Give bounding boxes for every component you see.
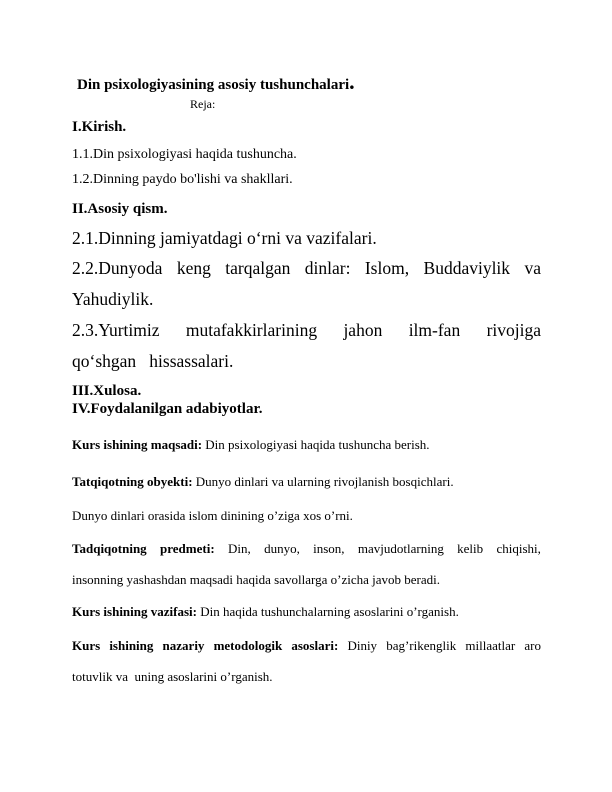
plan-item-1-1: 1.1.Din psixologiyasi haqida tushuncha. <box>72 147 297 162</box>
word: keng <box>176 258 211 278</box>
word: rivojiga <box>486 320 541 340</box>
word: Buddaviylik <box>423 258 511 278</box>
word: bag’rikenglik <box>386 638 457 653</box>
section-introduction: I.Kirish. <box>72 119 127 135</box>
goal-text: Din psixologiyasi haqida tushuncha berish. <box>202 437 430 452</box>
word: kelib <box>457 541 484 556</box>
word: tarqalgan <box>225 258 291 278</box>
word: aro <box>524 638 541 653</box>
section-conclusion: III.Xulosa. <box>72 383 142 399</box>
word: dinlar: <box>304 258 351 278</box>
goal-label: Kurs ishining maqsadi: <box>72 437 203 452</box>
title-period: . <box>349 69 355 94</box>
basis-label-word: asoslari: <box>291 638 339 653</box>
basis-label-word: Kurs <box>72 638 101 653</box>
document-title: Din psixologiyasining asosiy tushunchalari. <box>77 69 355 94</box>
course-goal <box>72 437 430 453</box>
word: chiqishi, <box>496 541 541 556</box>
object-text: Dunyo dinlari va ularning rivojlanish bosqichlari. <box>192 474 454 489</box>
section-main-part: II.Asosiy qism. <box>72 201 168 217</box>
research-subject <box>72 541 541 557</box>
course-basis <box>72 638 541 654</box>
subject-label-word: predmeti: <box>160 541 215 556</box>
word: Islom, <box>364 258 410 278</box>
word: mutafakkirlarining <box>185 320 318 340</box>
basis-label-word: ishining <box>109 638 154 653</box>
basis-label-word: nazariy <box>162 638 205 653</box>
subject-label-word: Tadqiqotning <box>72 541 147 556</box>
section-references: IV.Foydalanilgan adabiyotlar. <box>72 401 263 417</box>
plan-item-2-3-continuation: qo‘shgan hissassalari. <box>72 351 234 371</box>
course-task <box>72 604 459 620</box>
word: mavjudotlarning <box>357 541 444 556</box>
word: millaatlar <box>465 638 516 653</box>
plan-item-2-2 <box>72 258 541 279</box>
plan-item-2-3 <box>72 320 541 341</box>
research-object <box>72 474 454 490</box>
task-label: Kurs ishining vazifasi: <box>72 604 197 619</box>
word: 2.3.Yurtimiz <box>72 320 160 340</box>
word: dunyo, <box>264 541 300 556</box>
word: jahon <box>343 320 383 340</box>
task-text: Din haqida tushunchalarning asoslarini o’rganish. <box>196 604 459 619</box>
word: Din, <box>227 541 251 556</box>
plan-item-2-1: 2.1.Dinning jamiyatdagi o‘rni va vazifalari. <box>72 228 377 248</box>
course-basis-continuation: totuvlik va uning asoslarini o’rganish. <box>72 669 273 684</box>
word: 2.2.Dunyoda <box>72 258 163 278</box>
plan-item-2-2-continuation: Yahudiylik. <box>72 289 154 309</box>
word: inson, <box>313 541 345 556</box>
research-subject-continuation: insonning yashashdan maqsadi haqida savollarga o’zicha javob beradi. <box>72 572 440 587</box>
basis-label-word: metodologik <box>213 638 283 653</box>
research-object-continuation: Dunyo dinlari orasida islom dinining o’ziga xos o’rni. <box>72 508 353 523</box>
word: ilm-fan <box>408 320 461 340</box>
plan-item-1-2: 1.2.Dinning paydo bo'lishi va shakllari. <box>72 172 293 187</box>
word: va <box>524 258 541 278</box>
plan-label: Reja: <box>190 97 216 111</box>
word: Diniy <box>347 638 378 653</box>
object-label: Tatqiqotning obyekti: <box>72 474 193 489</box>
